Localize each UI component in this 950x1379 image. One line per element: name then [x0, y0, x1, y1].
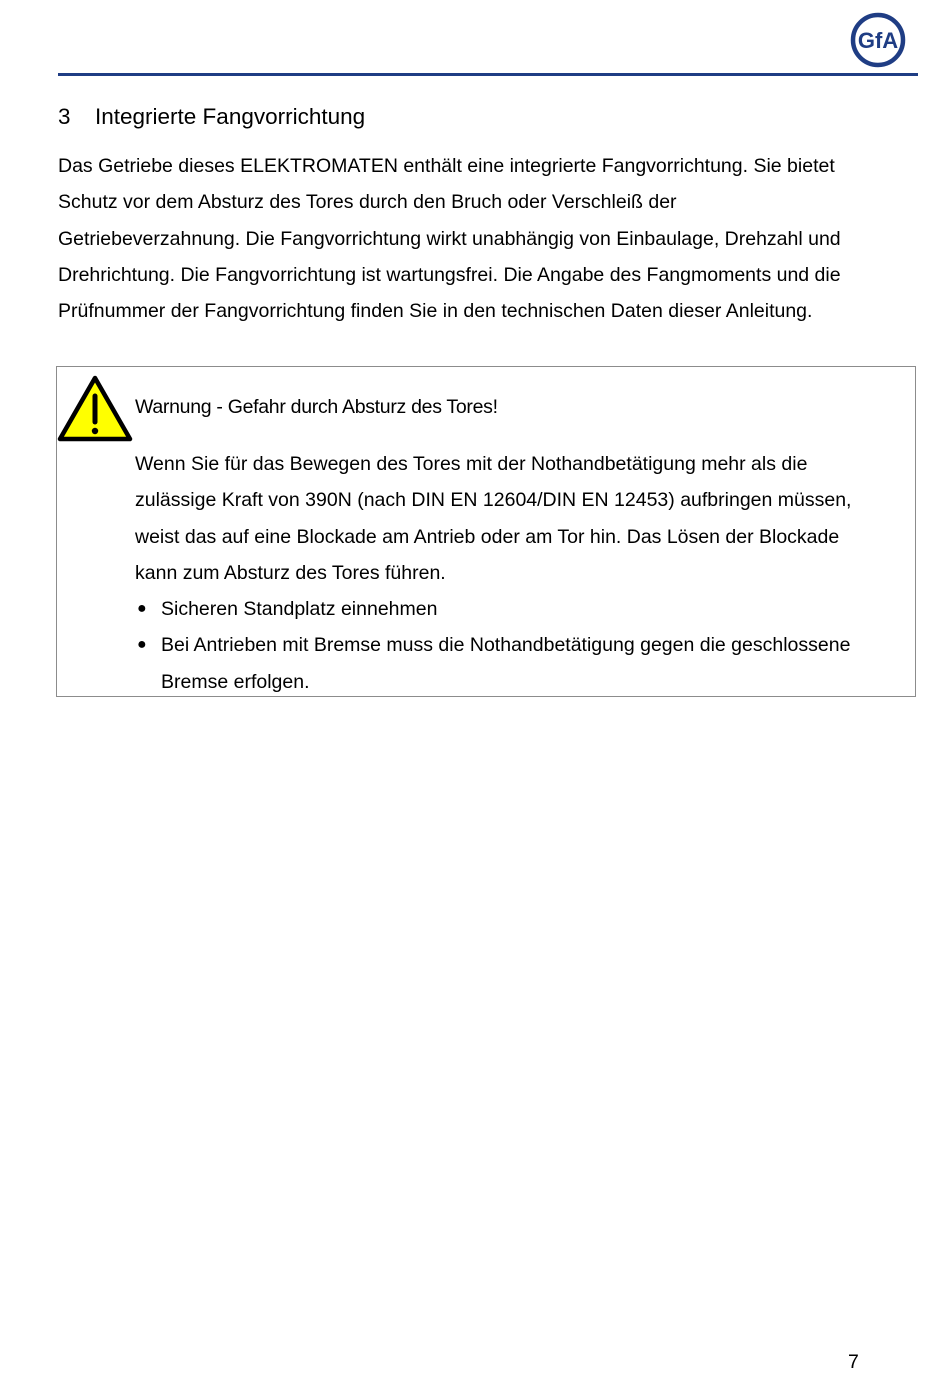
intro-line: Schutz vor dem Absturz des Tores durch den Bruch oder Verschleiß der: [58, 191, 677, 214]
warning-triangle-icon: [57, 374, 133, 442]
section-number: 3: [58, 104, 71, 129]
intro-paragraph: [58, 148, 918, 329]
bullet-line: Sicheren Standplatz einnehmen: [161, 598, 438, 620]
section-heading: [58, 103, 365, 131]
header-rule: [58, 73, 918, 76]
bullet-line: Bremse erfolgen.: [161, 670, 310, 693]
warning-line: zulässige Kraft von 390N (nach DIN EN 12604/DIN EN 12453) aufbringen müssen,: [135, 489, 852, 512]
warning-bullet-list: [135, 591, 850, 700]
bullet-icon: ●: [137, 600, 147, 617]
list-item: [135, 627, 850, 700]
warning-line: weist das auf eine Blockade am Antrieb oder am Tor hin. Das Lösen der Blockade: [135, 525, 840, 548]
intro-line: Getriebeverzahnung. Die Fangvorrichtung wirkt unabhängig von Einbaulage, Drehzahl und: [58, 227, 841, 250]
intro-line: Drehrichtung. Die Fangvorrichtung ist wartungsfrei. Die Angabe des Fangmoments und die: [58, 263, 841, 286]
bullet-line: Bei Antrieben mit Bremse muss die Nothandbetätigung gegen die geschlossene: [161, 634, 851, 657]
intro-line: Prüfnummer der Fangvorrichtung finden Sie in den technischen Daten dieser Anleitung.: [58, 300, 813, 323]
section-title: Integrierte Fangvorrichtung: [95, 104, 366, 129]
intro-line: Das Getriebe dieses ELEKTROMATEN enthält eine integrierte Fangvorrichtung. Sie bietet: [58, 155, 835, 177]
gfa-logo: [850, 12, 906, 68]
warning-title: Warnung - Gefahr durch Absturz des Tores!: [135, 396, 498, 418]
warning-body: [135, 446, 851, 591]
warning-line: kann zum Absturz des Tores führen.: [135, 561, 446, 584]
page-number: 7: [848, 1351, 859, 1373]
list-item: [135, 591, 850, 627]
bullet-icon: ●: [137, 636, 147, 654]
logo-text: GfA: [857, 28, 899, 53]
warning-line: Wenn Sie für das Bewegen des Tores mit der Nothandbetätigung mehr als die: [135, 453, 808, 475]
warning-box: [56, 366, 916, 697]
